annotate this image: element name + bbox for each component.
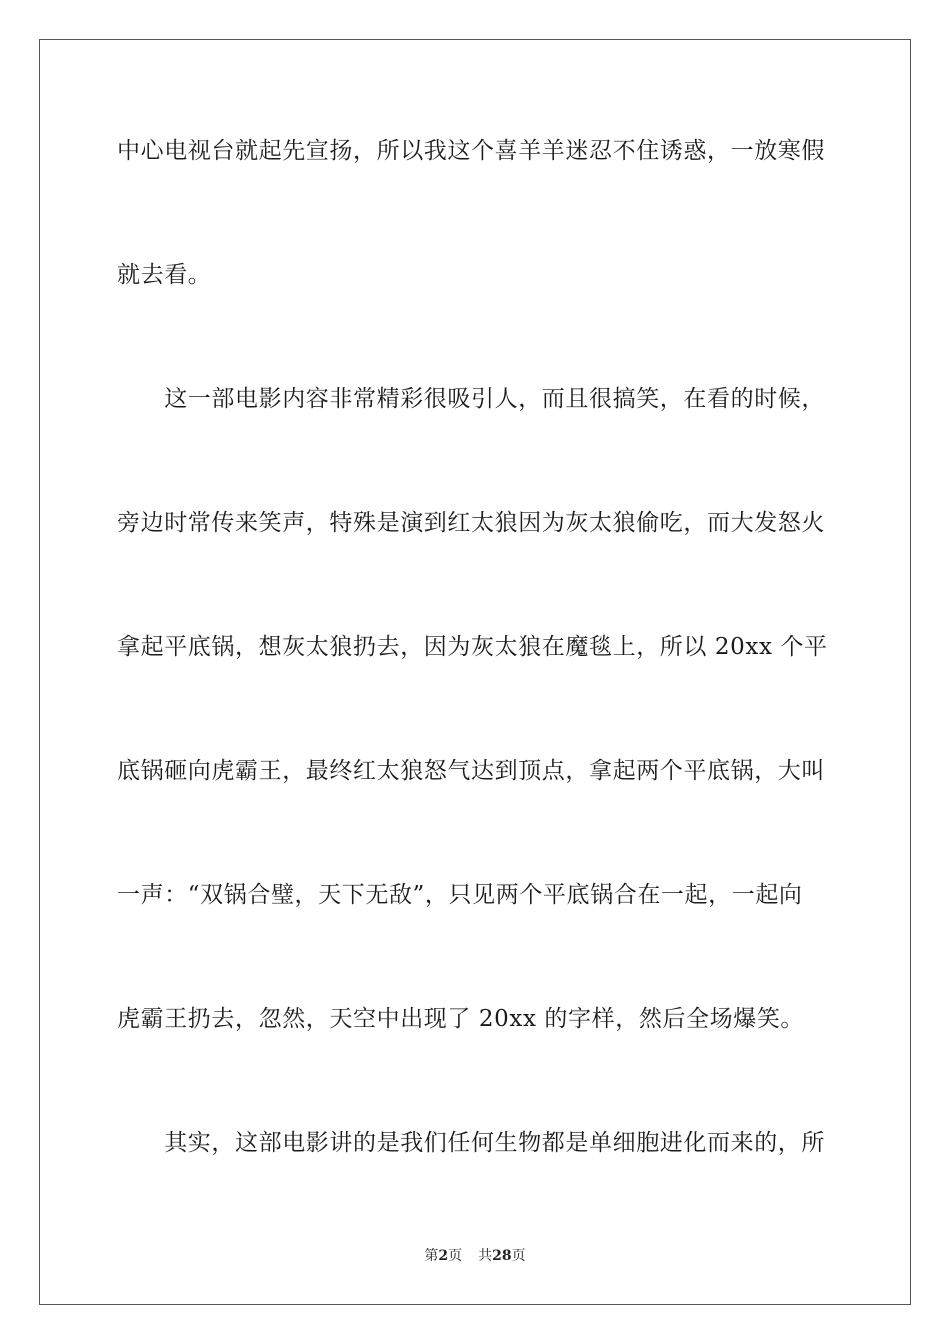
body-text-line-3: 这一部电影内容非常精彩很吸引人，而且很搞笑，在看的时候，: [117, 386, 825, 412]
total-page-count: 28: [492, 1248, 512, 1264]
total-prefix: 共: [478, 1248, 493, 1264]
body-text-line-8: 虎霸王扔去，忽然，天空中出现了 20xx 的字样，然后全场爆笑。: [117, 1006, 805, 1032]
body-text-line-4: 旁边时常传来笑声，特殊是演到红太狼因为灰太狼偷吃，而大发怒火: [117, 510, 825, 536]
current-page-number: 2: [438, 1248, 449, 1264]
body-text-line-9: 其实，这部电影讲的是我们任何生物都是单细胞进化而来的，所: [117, 1130, 825, 1156]
total-unit: 页: [511, 1248, 526, 1264]
body-text-line-5: 拿起平底锅，想灰太狼扔去，因为灰太狼在魔毯上，所以 20xx 个平: [117, 634, 828, 660]
body-text-line-2: 就去看。: [117, 262, 212, 288]
body-text-line-6: 底锅砸向虎霸王，最终红太狼怒气达到顶点，拿起两个平底锅，大叫: [117, 758, 825, 784]
page-unit: 页: [448, 1248, 463, 1264]
page-prefix: 第: [424, 1248, 439, 1264]
body-text-line-1: 中心电视台就起先宣扬，所以我这个喜羊羊迷忍不住诱惑，一放寒假: [117, 138, 825, 164]
page-footer: [0, 1246, 950, 1266]
page-border: [39, 39, 911, 1305]
body-text-line-7: 一声：“双锅合璧，天下无敌”，只见两个平底锅合在一起，一起向: [117, 882, 803, 908]
